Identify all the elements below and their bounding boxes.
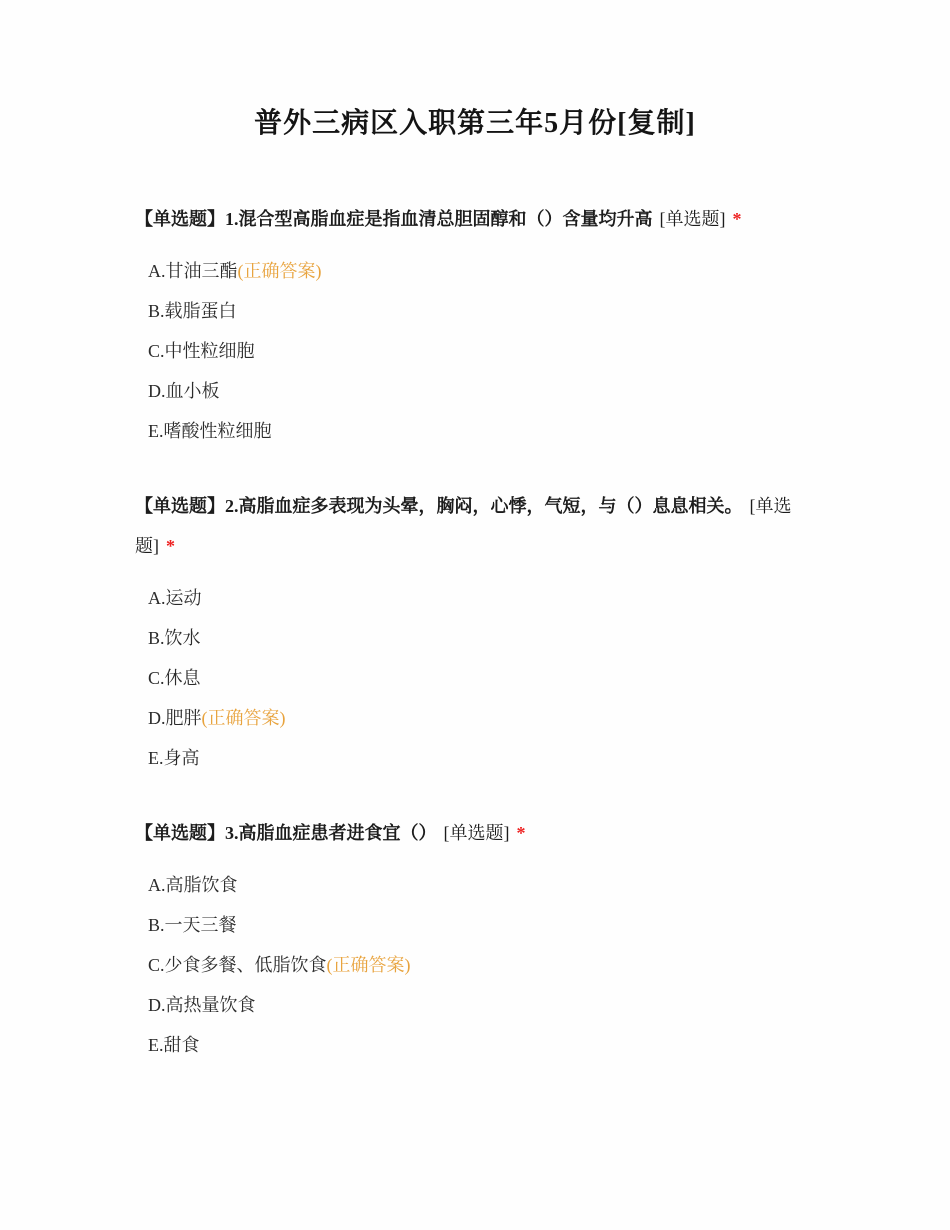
option-label: A.运动 — [148, 588, 202, 608]
question-body: 3.高脂血症患者进食宜（） — [225, 823, 437, 843]
required-asterisk: * — [166, 536, 175, 556]
question-body: 1.混合型高脂血症是指血清总胆固醇和（）含量均升高 — [225, 209, 653, 229]
question-list — [135, 199, 815, 1065]
option-row — [135, 371, 815, 411]
question-type-label: 【单选题】 — [135, 496, 225, 516]
option-label: E.甜食 — [148, 1035, 200, 1055]
option-label: E.嗜酸性粒细胞 — [148, 421, 272, 441]
option-row — [135, 738, 815, 778]
option-label: B.饮水 — [148, 628, 201, 648]
option-label: A.甘油三酯 — [148, 261, 238, 281]
option-label: D.肥胖 — [148, 708, 202, 728]
option-row — [135, 905, 815, 945]
option-row — [135, 291, 815, 331]
correct-answer-tag: (正确答案) — [326, 955, 411, 975]
option-label: C.中性粒细胞 — [148, 341, 255, 361]
option-label: D.高热量饮食 — [148, 995, 256, 1015]
question-type-suffix: [单选题] — [659, 209, 726, 229]
question-text — [135, 813, 815, 853]
question-text — [135, 199, 815, 239]
correct-answer-tag: (正确答案) — [237, 261, 322, 281]
question-type-label: 【单选题】 — [135, 823, 225, 843]
option-row — [135, 1025, 815, 1065]
question-type-suffix: [单选题] — [135, 496, 792, 556]
option-row — [135, 985, 815, 1025]
option-label: A.高脂饮食 — [148, 875, 238, 895]
question-block-1 — [135, 199, 815, 451]
option-label: C.休息 — [148, 668, 201, 688]
required-asterisk: * — [732, 209, 742, 229]
option-label: E.身高 — [148, 748, 200, 768]
question-text — [135, 486, 815, 566]
option-row — [135, 411, 815, 451]
question-block-2 — [135, 486, 815, 778]
document-title: 普外三病区入职第三年5月份[复制] — [254, 108, 696, 139]
option-row — [135, 698, 815, 738]
option-row — [135, 865, 815, 905]
option-row — [135, 945, 815, 985]
option-label: C.少食多餐、低脂饮食 — [148, 955, 327, 975]
option-row — [135, 331, 815, 371]
option-label: B.一天三餐 — [148, 915, 237, 935]
correct-answer-tag: (正确答案) — [201, 708, 286, 728]
question-block-3 — [135, 813, 815, 1065]
option-row — [135, 658, 815, 698]
question-body: 2.高脂血症多表现为头晕，胸闷，心悸，气短，与（）息息相关。 — [225, 496, 743, 516]
option-label: D.血小板 — [148, 381, 220, 401]
question-type-label: 【单选题】 — [135, 209, 225, 229]
question-type-suffix: [单选题] — [443, 823, 510, 843]
option-row — [135, 618, 815, 658]
option-label: B.载脂蛋白 — [148, 301, 237, 321]
required-asterisk: * — [516, 823, 526, 843]
option-row — [135, 578, 815, 618]
option-row — [135, 251, 815, 291]
